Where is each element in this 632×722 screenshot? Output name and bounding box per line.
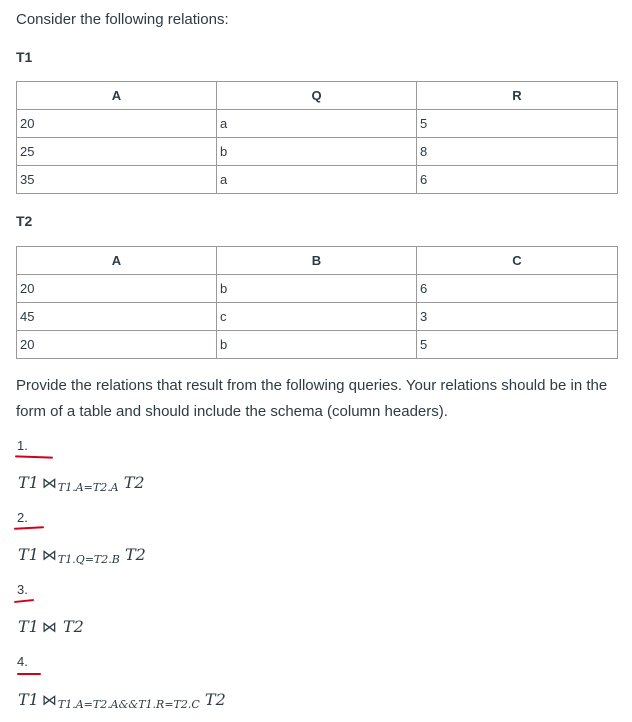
join-symbol: ⋈ [41,546,57,564]
table-cell: 20 [17,275,217,303]
table-cell: 5 [417,331,618,359]
t1-table [16,81,618,194]
t1-header-cell: Q [217,82,417,110]
table-cell: 25 [17,138,217,166]
join-condition: T1.Q=T2.B [57,553,120,566]
table-row [17,138,618,166]
table-cell: 6 [417,275,618,303]
t1-header-cell: A [17,82,217,110]
right-relation: T2 [62,617,84,636]
table-cell: 35 [17,166,217,194]
t2-table [16,246,618,359]
t1-header-row [17,82,618,110]
table-cell: a [217,110,417,138]
t2-header-row [17,247,618,275]
join-condition: T1.A=T2.A [57,481,119,494]
instructions-text: Provide the relations that result from the following queries. Your relations should be in the form of a table and should include the schema (column headers). [16,377,608,420]
query-number: 3. [17,582,28,597]
t1-header-cell: R [417,82,618,110]
left-relation: T1 [18,473,39,492]
t2-label: T2 [16,213,33,229]
table-cell: 45 [17,303,217,331]
left-relation: T1 [18,545,39,564]
table-cell: 8 [417,138,618,166]
table-row [17,331,618,359]
t2-header-cell: C [417,247,618,275]
t2-header-cell: A [17,247,217,275]
red-underline-mark [15,455,53,458]
right-relation: T2 [124,545,146,564]
table-cell: c [217,303,417,331]
query-formula [18,473,145,494]
t2-header-cell: B [217,247,417,275]
join-symbol: ⋈ [41,691,57,709]
query-formula [18,617,84,636]
table-row [17,110,618,138]
table-cell: b [217,138,417,166]
red-underline-mark [14,599,34,603]
right-relation: T2 [123,473,145,492]
t1-label: T1 [16,49,33,65]
left-relation: T1 [18,617,39,636]
right-relation: T2 [204,690,226,709]
query-formula [18,545,146,566]
table-cell: 5 [417,110,618,138]
query-number: 1. [17,438,28,453]
table-cell: a [217,166,417,194]
red-underline-mark [17,673,41,675]
join-symbol: ⋈ [41,618,57,636]
table-cell: b [217,275,417,303]
join-symbol: ⋈ [41,474,57,492]
table-row [17,275,618,303]
red-underline-mark [14,526,44,530]
intro-text: Consider the following relations: [16,11,229,28]
table-cell: b [217,331,417,359]
table-cell: 20 [17,331,217,359]
query-number: 2. [17,510,28,525]
query-number: 4. [17,654,28,669]
table-row [17,303,618,331]
join-condition: T1.A=T2.A&&T1.R=T2.C [57,698,200,711]
left-relation: T1 [18,690,39,709]
table-cell: 20 [17,110,217,138]
table-cell: 6 [417,166,618,194]
table-row [17,166,618,194]
query-formula [18,690,226,711]
table-cell: 3 [417,303,618,331]
